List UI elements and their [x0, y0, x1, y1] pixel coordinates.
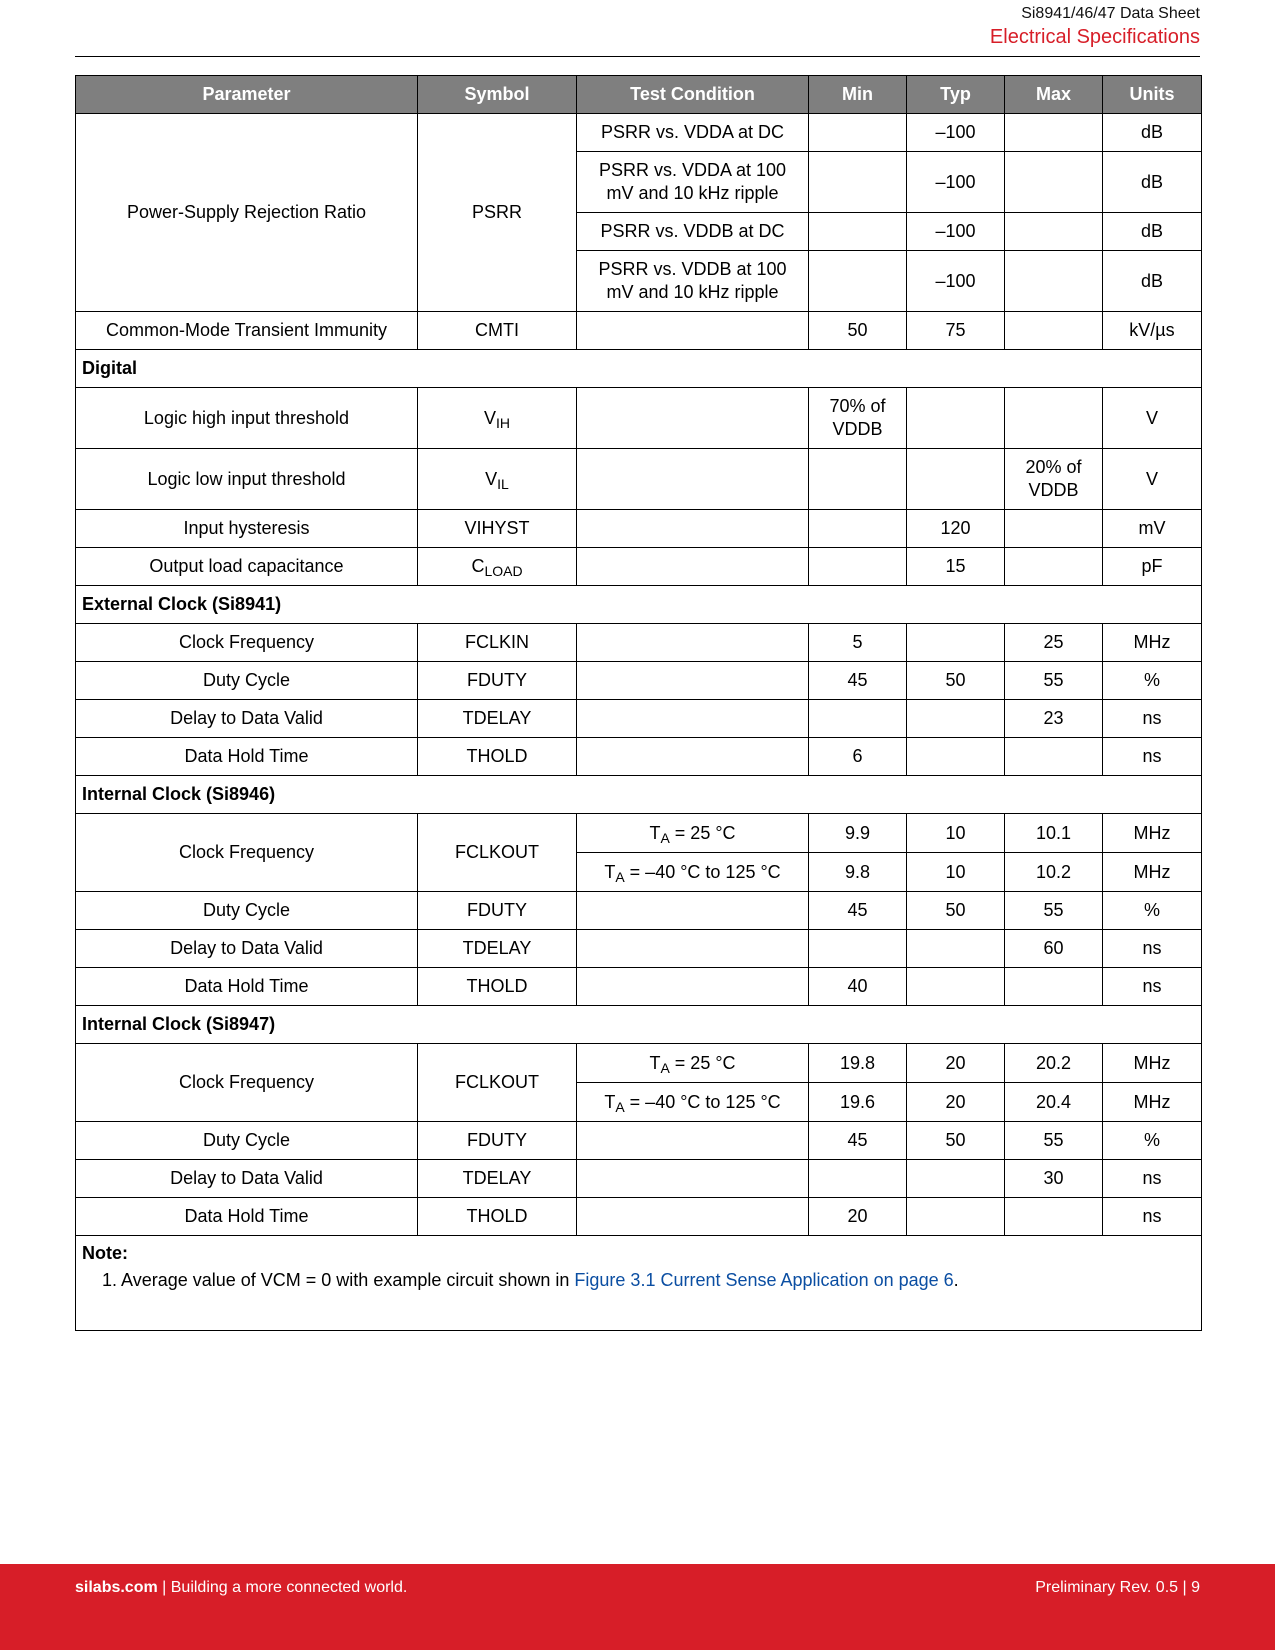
cell-typ: 20	[907, 1044, 1005, 1083]
cell-symbol: THOLD	[418, 1198, 577, 1236]
cond-sub: A	[660, 1059, 670, 1076]
table-row	[76, 449, 1202, 510]
cell-min	[809, 449, 907, 510]
cell-max	[1005, 213, 1103, 251]
cell-min	[809, 510, 907, 548]
symbol-main: V	[483, 407, 496, 428]
hyst-parameter: Input hysteresis	[76, 510, 418, 548]
cell-units: dB	[1103, 213, 1202, 251]
col-max: Max	[1005, 76, 1103, 114]
cell-min: 45	[809, 892, 907, 930]
cell-typ	[907, 968, 1005, 1006]
section-internal-clock-si8947: Internal Clock (Si8947)	[76, 1006, 1202, 1044]
spec-table	[75, 75, 1202, 1331]
cell-condition	[577, 892, 809, 930]
vil-symbol	[418, 449, 577, 510]
cell-min	[809, 700, 907, 738]
cell-condition	[577, 312, 809, 350]
section-row	[76, 1006, 1202, 1044]
cell-condition	[577, 548, 809, 586]
cell-typ: 15	[907, 548, 1005, 586]
vil-parameter: Logic low input threshold	[76, 449, 418, 510]
cell-max: 20.4	[1005, 1083, 1103, 1122]
cell-symbol: THOLD	[418, 968, 577, 1006]
cell-units: dB	[1103, 114, 1202, 152]
cell-units: %	[1103, 892, 1202, 930]
cell-units: MHz	[1103, 624, 1202, 662]
cell-symbol: FDUTY	[418, 662, 577, 700]
cell-typ	[907, 738, 1005, 776]
cload-symbol	[418, 548, 577, 586]
cond-sub: A	[615, 868, 625, 885]
cell-max	[1005, 251, 1103, 312]
cell-units: mV	[1103, 510, 1202, 548]
col-parameter: Parameter	[76, 76, 418, 114]
cmti-parameter: Common-Mode Transient Immunity	[76, 312, 418, 350]
cell-min	[809, 930, 907, 968]
cell-parameter: Data Hold Time	[76, 738, 418, 776]
cell-condition	[577, 1083, 809, 1122]
cell-min: 6	[809, 738, 907, 776]
cell-min	[809, 251, 907, 312]
cell-typ: 50	[907, 662, 1005, 700]
cell-max	[1005, 510, 1103, 548]
cell-max: 60	[1005, 930, 1103, 968]
cell-min	[809, 213, 907, 251]
cell-units: dB	[1103, 152, 1202, 213]
cell-typ: –100	[907, 213, 1005, 251]
table-row	[76, 968, 1202, 1006]
cell-units: V	[1103, 449, 1202, 510]
hyst-symbol: VIHYST	[418, 510, 577, 548]
vih-symbol	[418, 388, 577, 449]
section-row	[76, 350, 1202, 388]
cell-max	[1005, 114, 1103, 152]
cell-max	[1005, 738, 1103, 776]
cell-condition	[577, 1044, 809, 1083]
cell-parameter: Clock Frequency	[76, 1044, 418, 1122]
psrr-condition: PSRR vs. VDDB at 100 mV and 10 kHz ripple	[577, 251, 809, 312]
cell-typ	[907, 624, 1005, 662]
cond-main: T	[604, 1091, 616, 1112]
cell-units: %	[1103, 662, 1202, 700]
cond-rest: = 25 °C	[669, 822, 736, 843]
cell-max	[1005, 968, 1103, 1006]
cell-units: MHz	[1103, 1044, 1202, 1083]
cell-min: 45	[809, 662, 907, 700]
cell-condition	[577, 1198, 809, 1236]
cond-main: T	[649, 1052, 661, 1073]
table-row	[76, 624, 1202, 662]
cell-parameter: Delay to Data Valid	[76, 1160, 418, 1198]
cell-units: ns	[1103, 930, 1202, 968]
cell-typ	[907, 449, 1005, 510]
cell-typ: 20	[907, 1083, 1005, 1122]
cell-parameter: Duty Cycle	[76, 1122, 418, 1160]
cell-min: 20	[809, 1198, 907, 1236]
cell-min: 19.8	[809, 1044, 907, 1083]
cell-min: 19.6	[809, 1083, 907, 1122]
table-header-row	[76, 76, 1202, 114]
cell-condition	[577, 510, 809, 548]
table-note	[76, 1236, 1202, 1331]
cell-symbol: FCLKOUT	[418, 1044, 577, 1122]
cell-units: ns	[1103, 700, 1202, 738]
cell-parameter: Delay to Data Valid	[76, 930, 418, 968]
cell-condition	[577, 624, 809, 662]
cell-typ: 75	[907, 312, 1005, 350]
cell-typ: –100	[907, 251, 1005, 312]
cell-units: MHz	[1103, 853, 1202, 892]
footer-left	[75, 1579, 407, 1597]
table-row	[76, 548, 1202, 586]
symbol-sub: IL	[497, 475, 509, 492]
cell-max: 55	[1005, 662, 1103, 700]
table-row	[76, 510, 1202, 548]
cell-condition	[577, 853, 809, 892]
cell-parameter: Data Hold Time	[76, 1198, 418, 1236]
cell-max: 10.2	[1005, 853, 1103, 892]
vih-parameter: Logic high input threshold	[76, 388, 418, 449]
cell-min	[809, 548, 907, 586]
cell-symbol: FDUTY	[418, 892, 577, 930]
cell-symbol: FCLKIN	[418, 624, 577, 662]
section-digital: Digital	[76, 350, 1202, 388]
cell-min	[809, 114, 907, 152]
symbol-main: C	[471, 556, 485, 576]
footer-site-link[interactable]: silabs.com	[75, 1579, 158, 1596]
cell-max	[1005, 548, 1103, 586]
cell-typ	[907, 700, 1005, 738]
section-row	[76, 586, 1202, 624]
cell-units: ns	[1103, 1198, 1202, 1236]
cond-main: T	[649, 822, 661, 843]
cell-max: 23	[1005, 700, 1103, 738]
cond-sub: A	[660, 829, 670, 846]
symbol-sub: LOAD	[484, 563, 523, 579]
symbol-main: V	[485, 468, 498, 489]
cell-symbol: TDELAY	[418, 1160, 577, 1198]
cell-max: 55	[1005, 892, 1103, 930]
cell-max	[1005, 152, 1103, 213]
cell-max: 25	[1005, 624, 1103, 662]
cell-min: 45	[809, 1122, 907, 1160]
cell-units: kV/µs	[1103, 312, 1202, 350]
cell-units: ns	[1103, 738, 1202, 776]
col-typ: Typ	[907, 76, 1005, 114]
cell-max	[1005, 312, 1103, 350]
cell-units: MHz	[1103, 1083, 1202, 1122]
cell-min: 40	[809, 968, 907, 1006]
doc-title: Si8941/46/47 Data Sheet	[1021, 5, 1200, 22]
table-row	[76, 1160, 1202, 1198]
cell-min: 50	[809, 312, 907, 350]
cell-max	[1005, 388, 1103, 449]
cell-typ: 50	[907, 892, 1005, 930]
table-row	[76, 1198, 1202, 1236]
table-row	[76, 1122, 1202, 1160]
footer-tagline: | Building a more connected world.	[157, 1579, 408, 1596]
cell-min	[809, 1160, 907, 1198]
cell-units: pF	[1103, 548, 1202, 586]
cell-condition	[577, 968, 809, 1006]
table-row	[76, 700, 1202, 738]
cell-symbol: TDELAY	[418, 700, 577, 738]
cell-symbol: FDUTY	[418, 1122, 577, 1160]
cell-condition	[577, 738, 809, 776]
note-text: 1. Average value of VCM = 0 with example circuit shown in	[102, 1270, 575, 1290]
section-title: Electrical Specifications	[989, 26, 1200, 48]
cell-parameter: Duty Cycle	[76, 892, 418, 930]
section-internal-clock-si8946: Internal Clock (Si8946)	[76, 776, 1202, 814]
note-title: Note:	[82, 1243, 128, 1263]
cell-typ: –100	[907, 114, 1005, 152]
table-row	[76, 312, 1202, 350]
cell-condition	[577, 662, 809, 700]
psrr-condition: PSRR vs. VDDA at DC	[577, 114, 809, 152]
cell-min: 9.8	[809, 853, 907, 892]
cload-parameter: Output load capacitance	[76, 548, 418, 586]
cell-parameter: Clock Frequency	[76, 814, 418, 892]
cell-symbol: TDELAY	[418, 930, 577, 968]
table-row	[76, 930, 1202, 968]
footer-revision: Preliminary Rev. 0.5 | 9	[1035, 1579, 1200, 1596]
psrr-condition: PSRR vs. VDDB at DC	[577, 213, 809, 251]
table-row	[76, 662, 1202, 700]
cell-condition	[577, 388, 809, 449]
cell-symbol: THOLD	[418, 738, 577, 776]
cell-typ: 120	[907, 510, 1005, 548]
table-row	[76, 114, 1202, 152]
col-symbol: Symbol	[418, 76, 577, 114]
header-divider	[75, 56, 1200, 57]
symbol-sub: IH	[496, 414, 510, 431]
cell-condition	[577, 449, 809, 510]
cell-units: V	[1103, 388, 1202, 449]
cell-typ: 50	[907, 1122, 1005, 1160]
cell-typ	[907, 930, 1005, 968]
cell-parameter: Delay to Data Valid	[76, 700, 418, 738]
cell-typ: –100	[907, 152, 1005, 213]
note-row	[76, 1236, 1202, 1331]
cond-rest: = –40 °C to 125 °C	[624, 1091, 781, 1112]
cell-units: ns	[1103, 968, 1202, 1006]
cell-condition	[577, 700, 809, 738]
cell-typ	[907, 388, 1005, 449]
psrr-condition: PSRR vs. VDDA at 100 mV and 10 kHz ripple	[577, 152, 809, 213]
table-row	[76, 388, 1202, 449]
cell-max: 20% of VDDB	[1005, 449, 1103, 510]
cell-parameter: Clock Frequency	[76, 624, 418, 662]
cell-typ	[907, 1198, 1005, 1236]
section-row	[76, 776, 1202, 814]
table-row	[76, 738, 1202, 776]
col-min: Min	[809, 76, 907, 114]
cond-rest: = 25 °C	[669, 1052, 736, 1073]
cell-max: 30	[1005, 1160, 1103, 1198]
cell-units: dB	[1103, 251, 1202, 312]
table-row	[76, 892, 1202, 930]
cell-min: 5	[809, 624, 907, 662]
cell-units: MHz	[1103, 814, 1202, 853]
cell-condition	[577, 1122, 809, 1160]
cell-max	[1005, 1198, 1103, 1236]
cell-typ	[907, 1160, 1005, 1198]
cell-min	[809, 152, 907, 213]
psrr-parameter: Power-Supply Rejection Ratio	[76, 114, 418, 312]
table-row	[76, 814, 1202, 853]
cell-units: %	[1103, 1122, 1202, 1160]
page-footer	[0, 1564, 1275, 1650]
cell-parameter: Data Hold Time	[76, 968, 418, 1006]
cell-typ: 10	[907, 814, 1005, 853]
col-test-condition: Test Condition	[577, 76, 809, 114]
cell-units: ns	[1103, 1160, 1202, 1198]
cond-sub: A	[615, 1098, 625, 1115]
cell-symbol: FCLKOUT	[418, 814, 577, 892]
figure-link[interactable]: Figure 3.1 Current Sense Application on page 6	[574, 1270, 954, 1290]
cell-max: 10.1	[1005, 814, 1103, 853]
cmti-symbol: CMTI	[418, 312, 577, 350]
cell-min: 70% of VDDB	[809, 388, 907, 449]
cell-min: 9.9	[809, 814, 907, 853]
cell-typ: 10	[907, 853, 1005, 892]
cond-rest: = –40 °C to 125 °C	[624, 861, 781, 882]
table-row	[76, 1044, 1202, 1083]
cell-condition	[577, 1160, 809, 1198]
note-item	[82, 1269, 1195, 1292]
cell-condition	[577, 930, 809, 968]
cond-main: T	[604, 861, 616, 882]
cell-max: 55	[1005, 1122, 1103, 1160]
cell-parameter: Duty Cycle	[76, 662, 418, 700]
col-units: Units	[1103, 76, 1202, 114]
note-suffix: .	[953, 1270, 959, 1290]
cell-max: 20.2	[1005, 1044, 1103, 1083]
section-external-clock: External Clock (Si8941)	[76, 586, 1202, 624]
cell-condition	[577, 814, 809, 853]
psrr-symbol: PSRR	[418, 114, 577, 312]
